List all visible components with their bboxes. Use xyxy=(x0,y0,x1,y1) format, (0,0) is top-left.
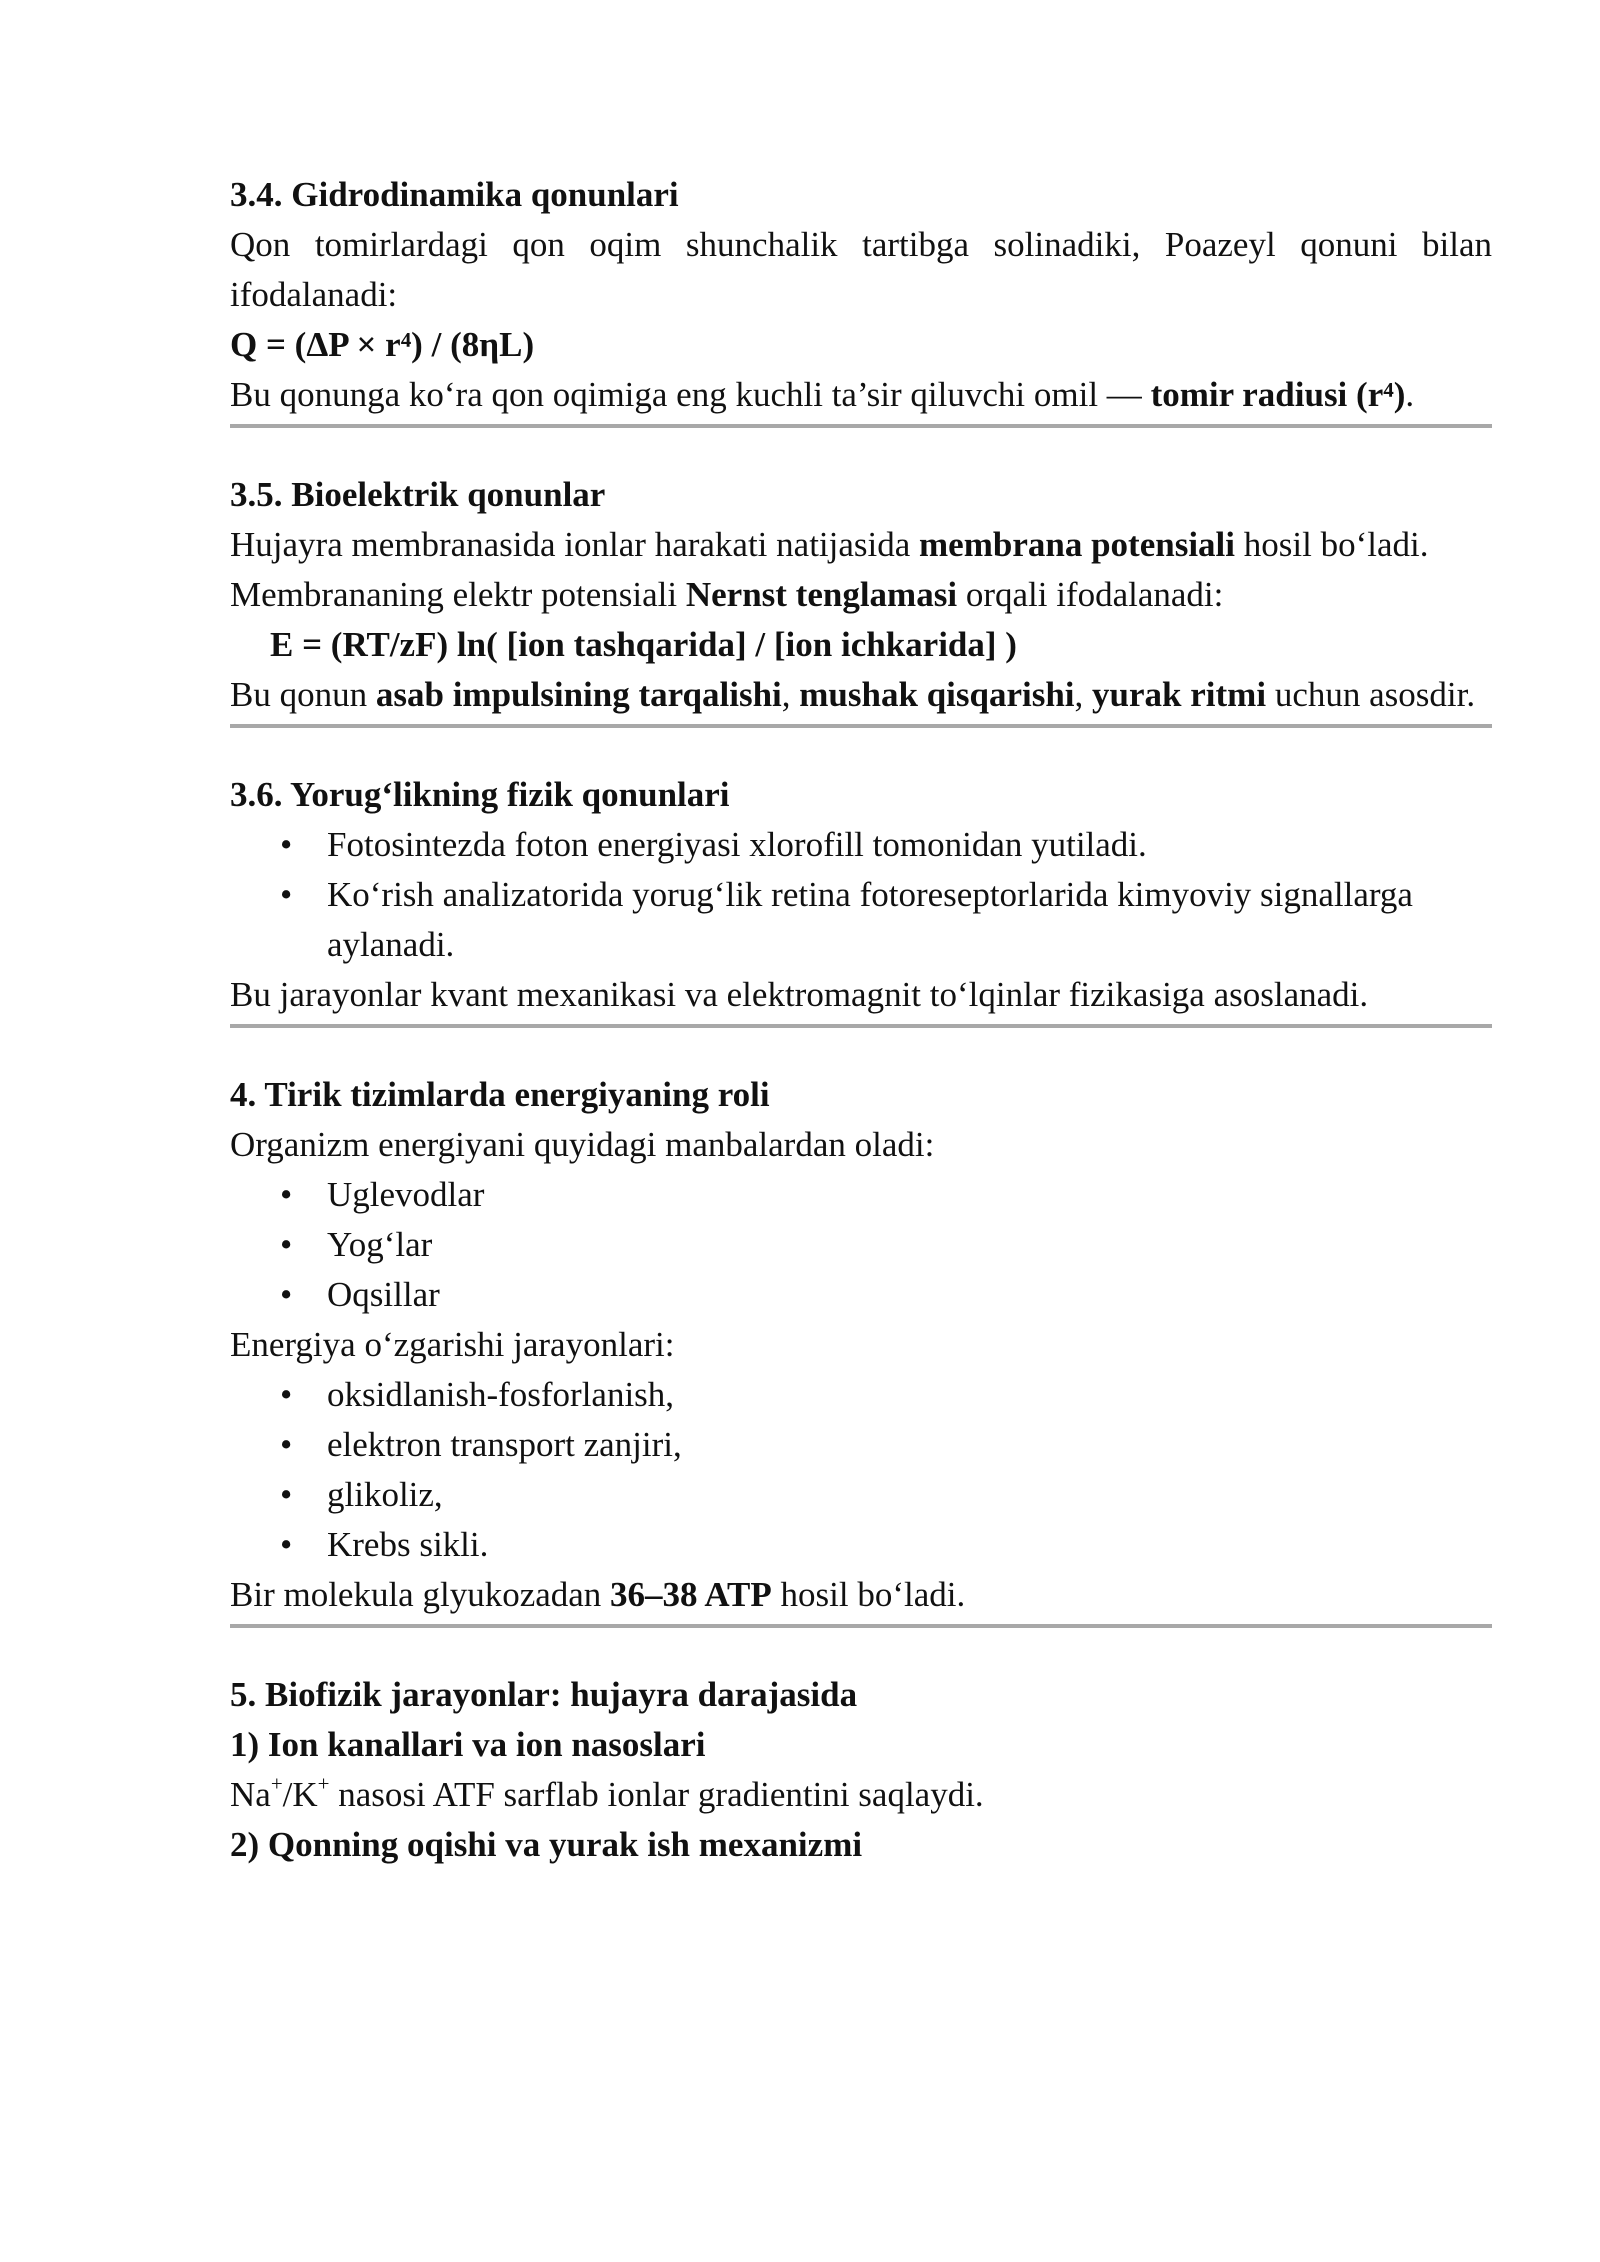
paragraph: Qon tomirlardagi qon oqim shunchalik tartibga solinadiki, Poazeyl qonuni bilan ifodalanadi: xyxy=(230,225,1492,314)
bold-text: membrana potensiali xyxy=(919,525,1236,564)
text-run: Bir molekula glyukozadan xyxy=(230,1575,611,1614)
text-run: hosil bo‘ladi. xyxy=(771,1575,966,1614)
section-heading: 4. Tirik tizimlarda energiyaning roli xyxy=(230,1075,770,1114)
superscript: + xyxy=(270,1771,283,1796)
text-run: , xyxy=(1074,675,1093,714)
section-heading: 3.6. Yorug‘likning fizik qonunlari xyxy=(230,775,730,814)
paragraph xyxy=(230,1570,1492,1620)
divider xyxy=(230,424,1492,428)
divider xyxy=(230,724,1492,728)
bold-text: mushak qisqarishi xyxy=(799,675,1075,714)
section-4 xyxy=(230,1070,1492,1620)
document-page xyxy=(230,170,1492,1870)
paragraph: Organizm energiyani quyidagi manbalardan oladi: xyxy=(230,1125,935,1164)
text-run: , xyxy=(781,675,800,714)
list-item: • oksidlanish-fosforlanish, xyxy=(327,1370,1492,1420)
text-run: orqali ifodalanadi: xyxy=(957,575,1224,614)
paragraph xyxy=(230,520,1492,570)
section-5 xyxy=(230,1670,1492,1870)
section-3-4 xyxy=(230,170,1492,420)
energy-sources-list xyxy=(230,1170,1492,1320)
text-run: Bu qonun xyxy=(230,675,376,714)
section-heading: 3.5. Bioelektrik qonunlar xyxy=(230,475,606,514)
list-item: • Ko‘rish analizatorida yorug‘lik retina fotoreseptorlarida kimyoviy signallarga aylanadi. xyxy=(327,870,1492,970)
text-run: . xyxy=(1405,375,1415,414)
nernst-formula: E = (RT/zF) ln( [ion tashqarida] / [ion ichkarida] ) xyxy=(270,625,1017,664)
bullet-list xyxy=(230,820,1492,970)
list-item: • Oqsillar xyxy=(327,1270,1492,1320)
list-item: • Krebs sikli. xyxy=(327,1520,1492,1570)
paragraph xyxy=(230,1770,1492,1820)
text-run: uchun asosdir. xyxy=(1266,675,1476,714)
text-run: /K xyxy=(282,1775,318,1814)
text-run: Bu qonunga ko‘ra qon oqimiga eng kuchli ta’sir qiluvchi omil — xyxy=(230,375,1151,414)
text-run: Na xyxy=(230,1775,271,1814)
superscript: + xyxy=(317,1771,330,1796)
paragraph: Energiya o‘zgarishi jarayonlari: xyxy=(230,1325,675,1364)
bold-text: yurak ritmi xyxy=(1092,675,1267,714)
bold-text: Nernst tenglamasi xyxy=(685,575,958,614)
section-3-6 xyxy=(230,770,1492,1020)
list-item: • Fotosintezda foton energiyasi xlorofill tomonidan yutiladi. xyxy=(327,820,1492,870)
subsection-heading: 1) Ion kanallari va ion nasoslari xyxy=(230,1725,706,1764)
section-heading: 5. Biofizik jarayonlar: hujayra darajasida xyxy=(230,1675,858,1714)
list-item: • Uglevodlar xyxy=(327,1170,1492,1220)
text-run: nasosi ATF sarflab ionlar gradientini saqlaydi. xyxy=(329,1775,984,1814)
text-run: Hujayra membranasida ionlar harakati natijasida xyxy=(230,525,920,564)
paragraph xyxy=(230,570,1492,620)
section-heading: 3.4. Gidrodinamika qonunlari xyxy=(230,175,679,214)
text-run: hosil bo‘ladi. xyxy=(1235,525,1429,564)
poiseuille-formula: Q = (ΔP × r⁴) / (8ηL) xyxy=(230,325,535,364)
divider xyxy=(230,1624,1492,1628)
bold-text: 36–38 ATP xyxy=(610,1575,772,1614)
list-item: • glikoliz, xyxy=(327,1470,1492,1520)
subsection-heading: 2) Qonning oqishi va yurak ish mexanizmi xyxy=(230,1825,863,1864)
list-item: • elektron transport zanjiri, xyxy=(327,1420,1492,1470)
divider xyxy=(230,1024,1492,1028)
text-run: Membrananing elektr potensiali xyxy=(230,575,686,614)
paragraph: Bu jarayonlar kvant mexanikasi va elektromagnit to‘lqinlar fizikasiga asoslanadi. xyxy=(230,975,1369,1014)
bold-text: asab impulsining tarqalishi xyxy=(375,675,782,714)
paragraph xyxy=(230,670,1492,720)
bold-text: tomir radiusi (r⁴) xyxy=(1150,375,1406,414)
list-item: • Yog‘lar xyxy=(327,1220,1492,1270)
energy-processes-list xyxy=(230,1370,1492,1570)
paragraph xyxy=(230,370,1492,420)
section-3-5 xyxy=(230,470,1492,720)
